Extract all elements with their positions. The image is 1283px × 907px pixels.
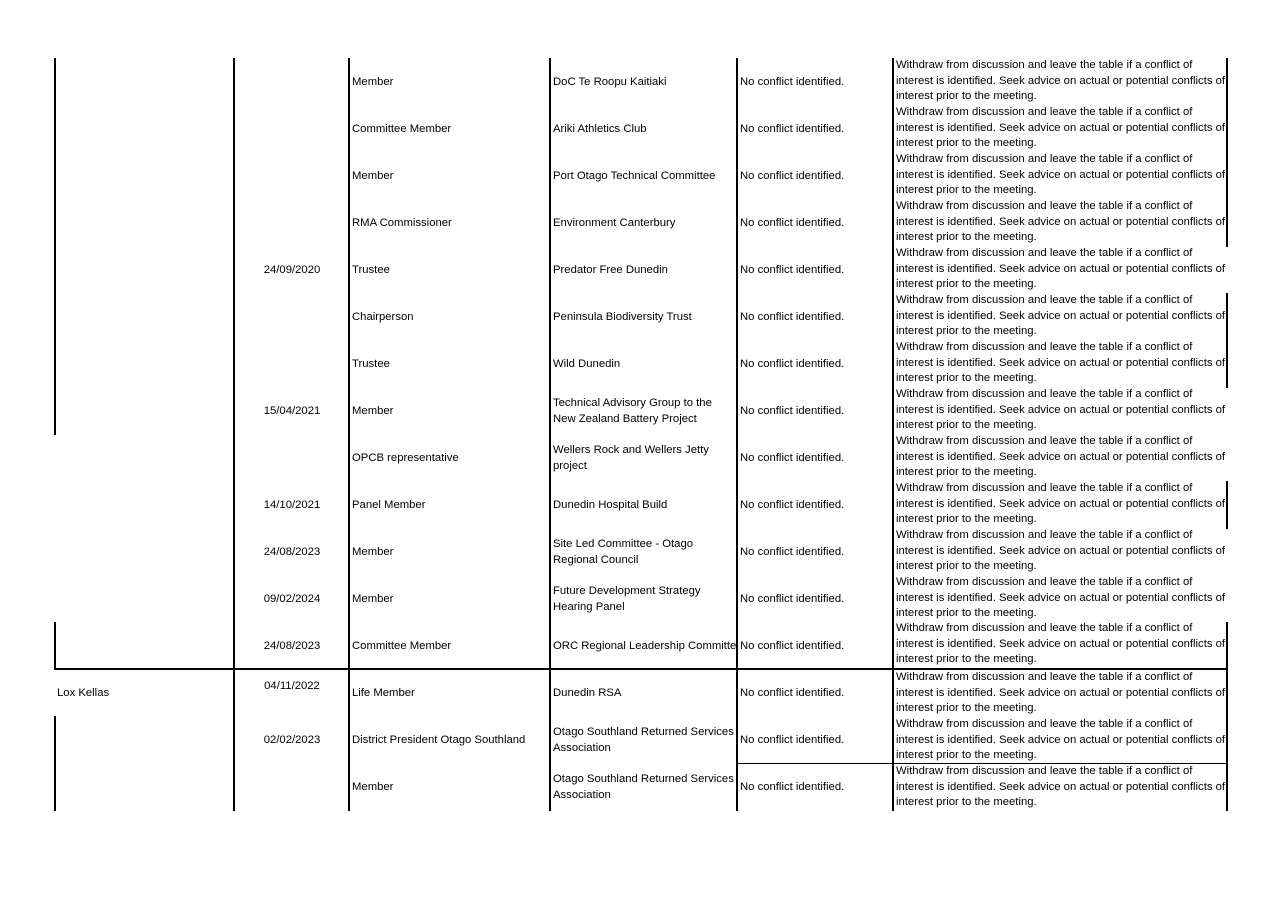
- organisation-cell: Peninsula Biodiversity Trust: [553, 311, 692, 323]
- conflict-cell: No conflict identified.: [740, 734, 845, 746]
- role-cell: District President Otago Southland: [352, 734, 526, 746]
- action-cell: Withdraw from discussion and leave the table if a conflict of interest is identified. Seek advice on actual or potential conflicts of interest prior to the meeting.: [896, 765, 1226, 809]
- conflict-cell: No conflict identified.: [740, 123, 845, 135]
- organisation-cell: Site Led Committee - Otago Regional Council: [553, 538, 694, 566]
- action-cell: Withdraw from discussion and leave the table if a conflict of interest is identified. Seek advice on actual or potential conflicts of interest prior to the meeting.: [896, 247, 1226, 291]
- organisation-cell: DoC Te Roopu Kaitiaki: [553, 76, 667, 88]
- organisation-cell: Wild Dunedin: [553, 358, 621, 370]
- date-cell: 09/02/2024: [263, 593, 321, 605]
- date-cell: 24/08/2023: [263, 640, 321, 652]
- conflict-cell: No conflict identified.: [740, 546, 845, 558]
- role-cell: Committee Member: [352, 640, 452, 652]
- action-cell: Withdraw from discussion and leave the table if a conflict of interest is identified. Seek advice on actual or potential conflicts of interest prior to the meeting.: [896, 153, 1226, 197]
- column-border: [348, 58, 350, 811]
- column-border: [892, 58, 894, 811]
- role-cell: Member: [352, 76, 394, 88]
- conflict-cell: No conflict identified.: [740, 311, 845, 323]
- role-cell: Life Member: [352, 687, 415, 699]
- column-border: [736, 58, 738, 811]
- conflict-cell: No conflict identified.: [740, 76, 845, 88]
- conflict-cell: No conflict identified.: [740, 452, 845, 464]
- action-cell: Withdraw from discussion and leave the table if a conflict of interest is identified. Seek advice on actual or potential conflicts of interest prior to the meeting.: [896, 622, 1226, 666]
- organisation-cell: Ariki Athletics Club: [553, 123, 647, 135]
- action-cell: Withdraw from discussion and leave the table if a conflict of interest is identified. Seek advice on actual or potential conflicts of interest prior to the meeting.: [896, 200, 1226, 244]
- organisation-cell: Dunedin RSA: [553, 687, 622, 699]
- organisation-cell: Wellers Rock and Wellers Jetty project: [553, 444, 709, 472]
- conflict-cell: No conflict identified.: [740, 405, 845, 417]
- organisation-cell: Otago Southland Returned Services Association: [553, 773, 734, 801]
- conflict-cell: No conflict identified.: [740, 358, 845, 370]
- date-cell: 24/08/2023: [263, 546, 321, 558]
- organisation-cell: Predator Free Dunedin: [553, 264, 668, 276]
- action-cell: Withdraw from discussion and leave the table if a conflict of interest is identified. Seek advice on actual or potential conflicts of interest prior to the meeting.: [896, 59, 1226, 103]
- member-name: Lox Kellas: [57, 687, 110, 699]
- organisation-cell: Future Development Strategy Hearing Panel: [553, 585, 701, 613]
- conflict-cell: No conflict identified.: [740, 781, 845, 793]
- conflict-cell: No conflict identified.: [740, 264, 845, 276]
- organisation-cell: Technical Advisory Group to the New Zealand Battery Project: [553, 397, 712, 425]
- date-cell: 15/04/2021: [263, 405, 321, 417]
- role-cell: Committee Member: [352, 123, 452, 135]
- role-cell: Member: [352, 405, 394, 417]
- date-cell: 24/09/2020: [263, 264, 321, 276]
- role-cell: Member: [352, 546, 394, 558]
- conflict-cell: No conflict identified.: [740, 593, 845, 605]
- organisation-cell: ORC Regional Leadership Committe: [553, 640, 737, 652]
- organisation-cell: Environment Canterbury: [553, 217, 676, 229]
- conflict-cell: No conflict identified.: [740, 170, 845, 182]
- date-cell: 02/02/2023: [263, 734, 321, 746]
- conflict-cell: No conflict identified.: [740, 499, 845, 511]
- action-cell: Withdraw from discussion and leave the table if a conflict of interest is identified. Seek advice on actual or potential conflicts of interest prior to the meeting.: [896, 106, 1226, 150]
- role-cell: OPCB representative: [352, 452, 459, 464]
- role-cell: Trustee: [352, 358, 390, 370]
- action-cell: Withdraw from discussion and leave the table if a conflict of interest is identified. Seek advice on actual or potential conflicts of interest prior to the meeting.: [896, 671, 1226, 715]
- action-cell: Withdraw from discussion and leave the table if a conflict of interest is identified. Seek advice on actual or potential conflicts of interest prior to the meeting.: [896, 341, 1226, 385]
- role-cell: Trustee: [352, 264, 390, 276]
- conflict-cell: No conflict identified.: [740, 640, 845, 652]
- action-cell: Withdraw from discussion and leave the table if a conflict of interest is identified. Seek advice on actual or potential conflicts of interest prior to the meeting.: [896, 388, 1226, 432]
- role-cell: RMA Commissioner: [352, 217, 452, 229]
- action-cell: Withdraw from discussion and leave the table if a conflict of interest is identified. Seek advice on actual or potential conflicts of interest prior to the meeting.: [896, 718, 1226, 762]
- conflict-cell: No conflict identified.: [740, 687, 845, 699]
- action-cell: Withdraw from discussion and leave the table if a conflict of interest is identified. Seek advice on actual or potential conflicts of interest prior to the meeting.: [896, 294, 1226, 338]
- column-border: [54, 58, 56, 435]
- date-cell: 04/11/2022: [264, 680, 320, 692]
- organisation-cell: Otago Southland Returned Services Association: [553, 726, 734, 754]
- action-cell: Withdraw from discussion and leave the table if a conflict of interest is identified. Seek advice on actual or potential conflicts of interest prior to the meeting.: [896, 529, 1226, 573]
- column-border: [54, 716, 56, 811]
- action-cell: Withdraw from discussion and leave the table if a conflict of interest is identified. Seek advice on actual or potential conflicts of interest prior to the meeting.: [896, 482, 1226, 526]
- role-cell: Member: [352, 593, 394, 605]
- role-cell: Member: [352, 170, 394, 182]
- role-cell: Panel Member: [352, 499, 426, 511]
- conflict-cell: No conflict identified.: [740, 217, 845, 229]
- action-cell: Withdraw from discussion and leave the table if a conflict of interest is identified. Seek advice on actual or potential conflicts of interest prior to the meeting.: [896, 576, 1226, 620]
- column-border: [549, 58, 551, 811]
- role-cell: Member: [352, 781, 394, 793]
- organisation-cell: Dunedin Hospital Build: [553, 499, 668, 511]
- action-cell: Withdraw from discussion and leave the table if a conflict of interest is identified. Seek advice on actual or potential conflicts of interest prior to the meeting.: [896, 435, 1226, 479]
- column-border: [54, 622, 56, 670]
- role-cell: Chairperson: [352, 311, 414, 323]
- date-cell: 14/10/2021: [263, 499, 321, 511]
- column-border: [233, 58, 235, 811]
- organisation-cell: Port Otago Technical Committee: [553, 170, 716, 182]
